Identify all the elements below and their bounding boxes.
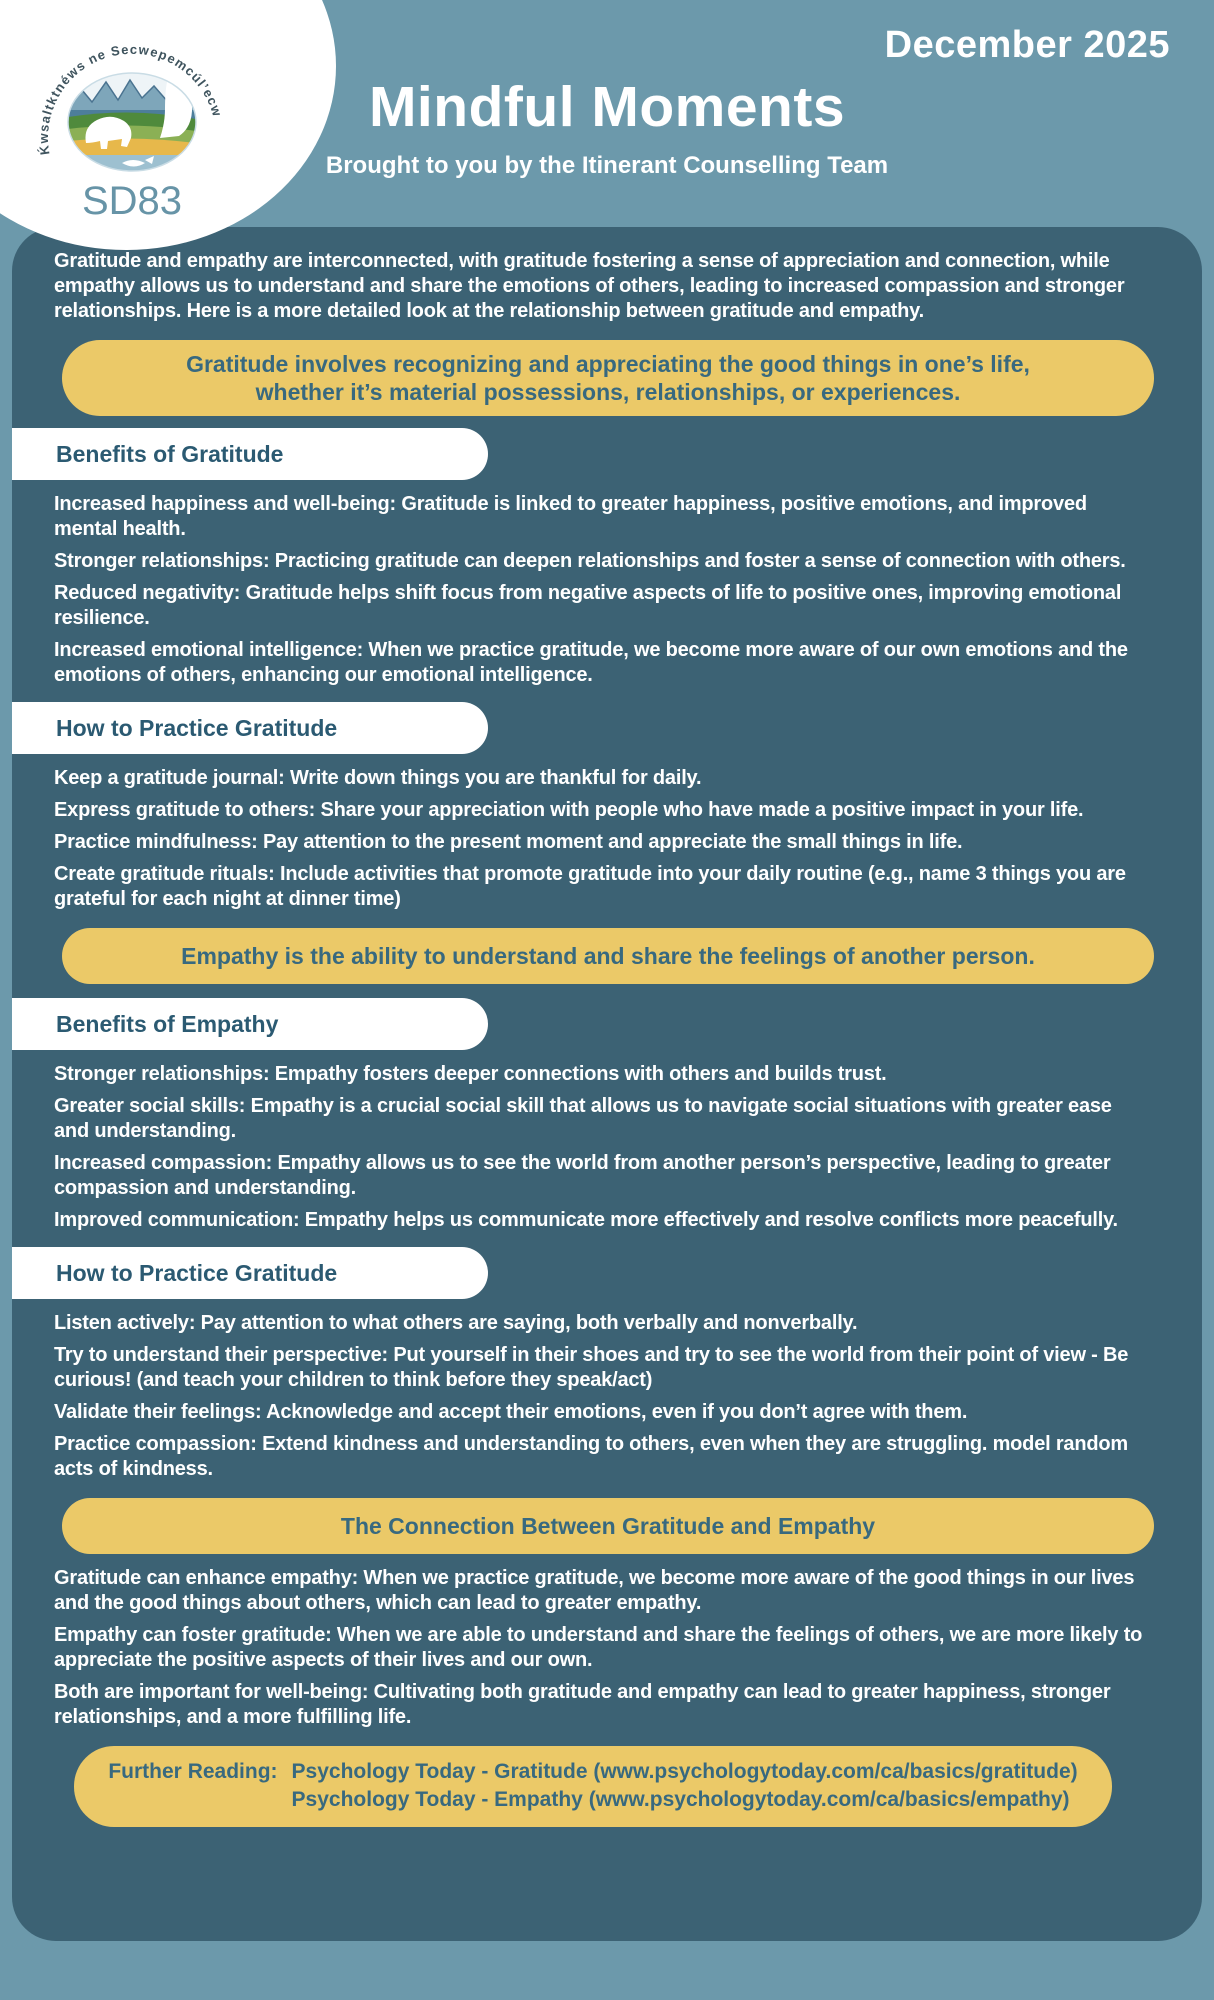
tab-benefits-of-empathy (12, 998, 488, 1050)
content-panel (12, 227, 1202, 1941)
banner-connection (62, 1498, 1154, 1554)
tab-label: Benefits of Gratitude (56, 440, 284, 467)
page-subtitle: Brought to you by the Itinerant Counselling Team (325, 152, 889, 179)
benefits-of-empathy-list (54, 1062, 1152, 1233)
list-item: Increased happiness and well-being: Gratitude is linked to greater happiness, positive emotions, and improved mental health. (54, 493, 1087, 541)
empathy-link[interactable]: Psychology Today - Empathy (www.psychologytoday.com/ca/basics/empathy) (291, 1788, 1070, 1812)
banner-gratitude-definition (62, 340, 1154, 416)
how-to-practice-empathy-list (54, 1311, 1152, 1482)
banner-text: Empathy is the ability to understand and share the feelings of another person. (181, 943, 1035, 970)
list-item: Create gratitude rituals: Include activities that promote gratitude into your daily routine (e.g., name 3 things you are grateful for each night at dinner time) (54, 863, 1126, 911)
list-item: Keep a gratitude journal: Write down things you are thankful for daily. (54, 767, 702, 790)
banner-text: The Connection Between Gratitude and Empathy (340, 1513, 876, 1540)
tab-label: How to Practice Gratitude (56, 714, 338, 741)
benefits-of-gratitude-list (54, 492, 1152, 688)
list-item: Express gratitude to others: Share your appreciation with people who have made a positive impact in your life. (54, 799, 1084, 822)
issue-date: December 2025 (884, 24, 1170, 66)
page-title: Mindful Moments (368, 75, 846, 139)
tab-label: Benefits of Empathy (56, 1010, 279, 1037)
list-item: Validate their feelings: Acknowledge and accept their emotions, even if you don’t agree with them. (54, 1401, 968, 1424)
list-item: Gratitude can enhance empathy: When we practice gratitude, we become more aware of the good things in our lives and the good things about others, which can lead to greater empathy. (54, 1567, 1135, 1615)
further-reading-banner (74, 1746, 1112, 1827)
tab-how-to-practice-gratitude (12, 702, 488, 754)
sd83-logo (26, 10, 238, 224)
logo-emblem (68, 69, 196, 175)
list-item: Reduced negativity: Gratitude helps shift focus from negative aspects of life to positive ones, improving emotional resilience. (54, 582, 1122, 630)
list-item: Increased compassion: Empathy allows us to see the world from another person’s perspective, leading to greater compassion and understanding. (54, 1152, 1111, 1200)
list-item: Listen actively: Pay attention to what others are saying, both verbally and nonverbally. (54, 1312, 858, 1335)
tab-how-to-practice-empathy (12, 1247, 488, 1299)
banner-empathy-definition (62, 928, 1154, 984)
list-item: Empathy can foster gratitude: When we are able to understand and share the feelings of others, we are more likely to appreciate the positive aspects of their lives and our own. (54, 1624, 1143, 1672)
intro-paragraph: Gratitude and empathy are interconnected, with gratitude fostering a sense of appreciation and connection, while empathy allows us to understand and share the emotions of others, leading to increased compassion and stronger relationships. Here is a more detailed look at the relationship between gratitude and empathy. (54, 250, 1125, 322)
gratitude-link[interactable]: Psychology Today - Gratitude (www.psychologytoday.com/ca/basics/gratitude) (291, 1760, 1078, 1784)
list-item: Practice mindfulness: Pay attention to the present moment and appreciate the small things in life. (54, 831, 963, 854)
banner-text: Gratitude involves recognizing and appreciating the good things in one’s life, whether it’s material possessions, relationships, or experiences. (186, 351, 1030, 406)
list-item: Stronger relationships: Empathy fosters deeper connections with others and builds trust. (54, 1063, 887, 1086)
list-item: Greater social skills: Empathy is a crucial social skill that allows us to navigate social situations with greater ease and understanding. (54, 1095, 1112, 1143)
tab-benefits-of-gratitude (12, 428, 488, 480)
list-item: Try to understand their perspective: Put yourself in their shoes and try to see the world from their point of view - Be curious! (and teach your children to think before they speak/act) (54, 1344, 1129, 1392)
tab-label: How to Practice Gratitude (56, 1259, 338, 1286)
list-item: Both are important for well-being: Cultivating both gratitude and empathy can lead to greater happiness, stronger relationships, and a more fulfilling life. (54, 1681, 1111, 1729)
logo-curved-text: Ḱwsaltktnéws ne Secwepemcúl’ecw (35, 41, 226, 156)
list-item: Increased emotional intelligence: When we practice gratitude, we become more aware of our own emotions and the emotions of others, enhancing our emotional intelligence. (54, 639, 1128, 687)
further-reading-label: Further Reading: (108, 1760, 278, 1784)
list-item: Stronger relationships: Practicing gratitude can deepen relationships and foster a sense of connection with others. (54, 550, 1126, 573)
list-item: Improved communication: Empathy helps us communicate more effectively and resolve conflicts more peacefully. (54, 1209, 1118, 1232)
how-to-practice-gratitude-list (54, 766, 1152, 912)
sd83-text: SD83 (81, 179, 183, 223)
connection-list (54, 1566, 1152, 1730)
list-item: Practice compassion: Extend kindness and understanding to others, even when they are struggling. model random acts of kindness. (54, 1433, 1128, 1481)
